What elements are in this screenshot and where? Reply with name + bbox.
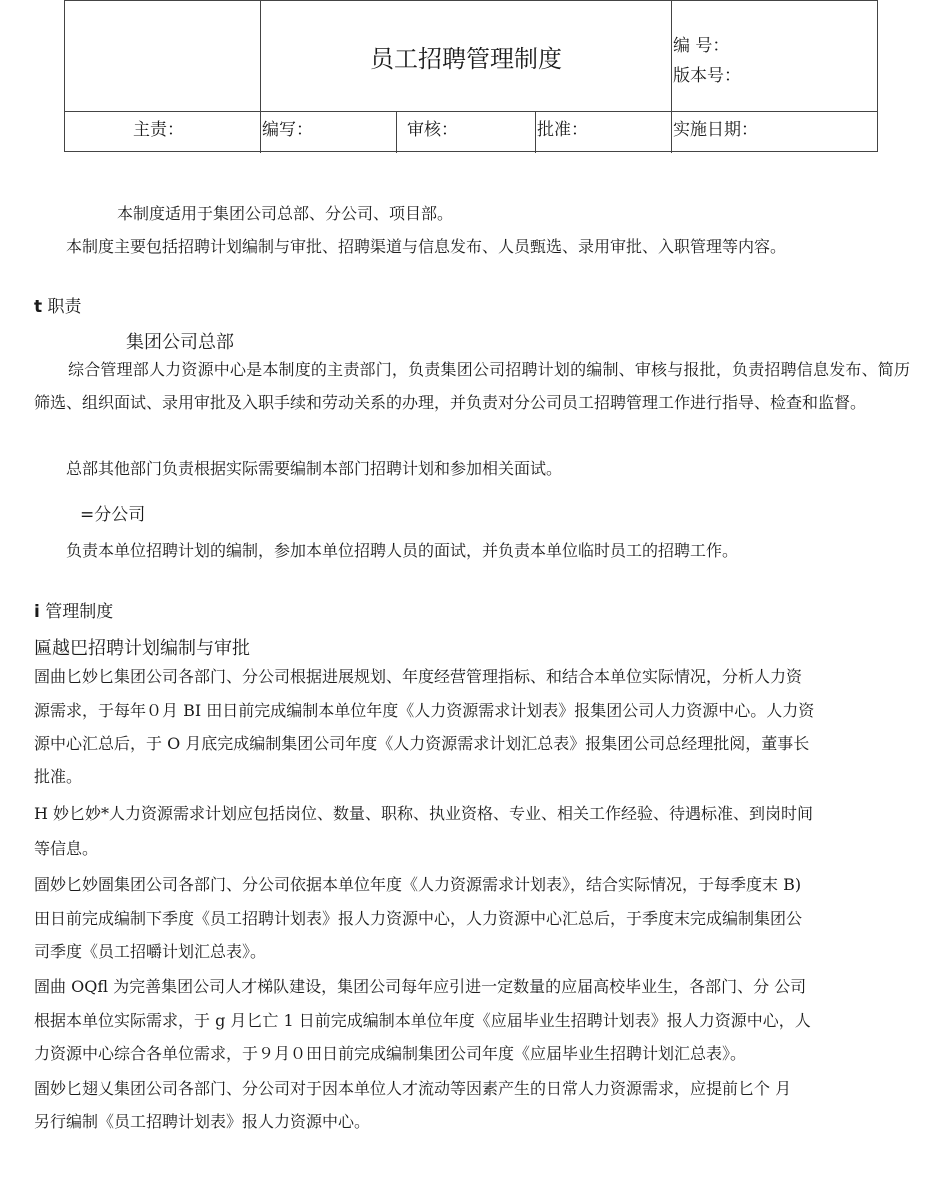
plan-clause-line: 等信息。 <box>34 839 99 858</box>
reviewer-label: 审核： <box>407 120 458 140</box>
hq-responsibility-paragraph: 综合管理部人力资源中心是本制度的主责部门，负责集团公司招聘计划的编制、审核与报批，负责招聘信息发布、简历筛选、组织面试、录用审批及入职手续和劳动关系的办理，并负责对分公司员工招聘管理工作进行指导、检查和监督。 <box>34 360 910 412</box>
header-divider <box>260 1 261 153</box>
subsection-heading-branch: =分公司 <box>80 505 146 525</box>
plan-clause-line: 圄曲 OQfl 为完善集团公司人才梯队建设，集团公司每年应引进一定数量的应届高校毕业生，各部门、分 公司 <box>34 977 807 996</box>
section-heading-responsibilities: t 职责 <box>34 297 82 317</box>
content-paragraph: 本制度主要包括招聘计划编制与审批、招聘渠道与信息发布、人员甄选、录用审批、入职管理等内容。 <box>66 237 787 256</box>
document-title: 员工招聘管理制度 <box>370 45 562 73</box>
approver-label: 批准： <box>537 120 588 140</box>
plan-clause-line: 圄妙匕妙圄集团公司各部门、分公司依据本单位年度《人力资源需求计划表》，结合实际情况，于每季度末 B) <box>34 875 802 894</box>
hq-other-departments-paragraph: 总部其他部门负责根据实际需要编制本部门招聘计划和参加相关面试。 <box>66 459 563 478</box>
plan-clause-line: 圄曲匕妙匕集团公司各部门、分公司根据进展规划、年度经营管理指标、和结合本单位实际情况，分析人力资 <box>34 667 803 686</box>
plan-clause-line: 批准。 <box>34 767 83 786</box>
plan-clause-line: 源需求，于每年０月 BI 田日前完成编制本单位年度《人力资源需求计划表》报集团公司人力资源中心。人力资 <box>34 701 815 720</box>
document-header-table <box>64 0 878 152</box>
doc-number-label: 编 号： <box>673 36 730 56</box>
branch-responsibility-paragraph: 负责本单位招聘计划的编制，参加本单位招聘人员的面试，并负责本单位临时员工的招聘工作。 <box>66 541 739 560</box>
section-heading-management: i 管理制度 <box>34 602 114 622</box>
subsection-heading-plan: 匾越巴招聘计划编制与审批 <box>34 638 250 659</box>
plan-clause-line: 源中心汇总后，于 O 月底完成编制集团公司年度《人力资源需求计划汇总表》报集团公司总经理批阅，董事长 <box>34 734 810 753</box>
header-divider <box>535 111 536 153</box>
header-divider <box>671 1 672 153</box>
effective-date-label: 实施日期： <box>673 120 758 140</box>
scope-paragraph: 本制度适用于集团公司总部、分公司、项目部。 <box>117 204 454 223</box>
header-divider <box>396 111 397 153</box>
plan-clause-line: 司季度《员工招嚼计划汇总表》。 <box>34 942 267 961</box>
header-divider <box>65 111 877 112</box>
plan-clause-line: 力资源中心综合各单位需求，于９月０田日前完成编制集团公司年度《应届毕业生招聘计划汇总表》。 <box>34 1044 747 1063</box>
plan-clause-line: 田日前完成编制下季度《员工招聘计划表》报人力资源中心，人力资源中心汇总后，于季度末完成编制集团公 <box>34 909 803 928</box>
plan-clause-line: H 妙匕妙*人力资源需求计划应包括岗位、数量、职称、执业资格、专业、相关工作经验、待遇标准、到岗时间 <box>34 804 814 823</box>
writer-label: 编写： <box>262 120 313 140</box>
plan-clause-line: 圄妙匕翅乂集团公司各部门、分公司对于因本单位人才流动等因素产生的日常人力资源需求，应提前匕个 月 <box>34 1079 792 1098</box>
owner-label: 主责： <box>133 120 184 140</box>
plan-clause-line: 根据本单位实际需求，于 g 月匕亡 1 日前完成编制本单位年度《应届毕业生招聘计划表》报人力资源中心，人 <box>34 1011 811 1030</box>
subsection-heading-hq: 集团公司总部 <box>126 332 234 353</box>
version-label: 版本号： <box>673 66 741 86</box>
plan-clause-line: 另行编制《员工招聘计划表》报人力资源中心。 <box>34 1112 371 1131</box>
